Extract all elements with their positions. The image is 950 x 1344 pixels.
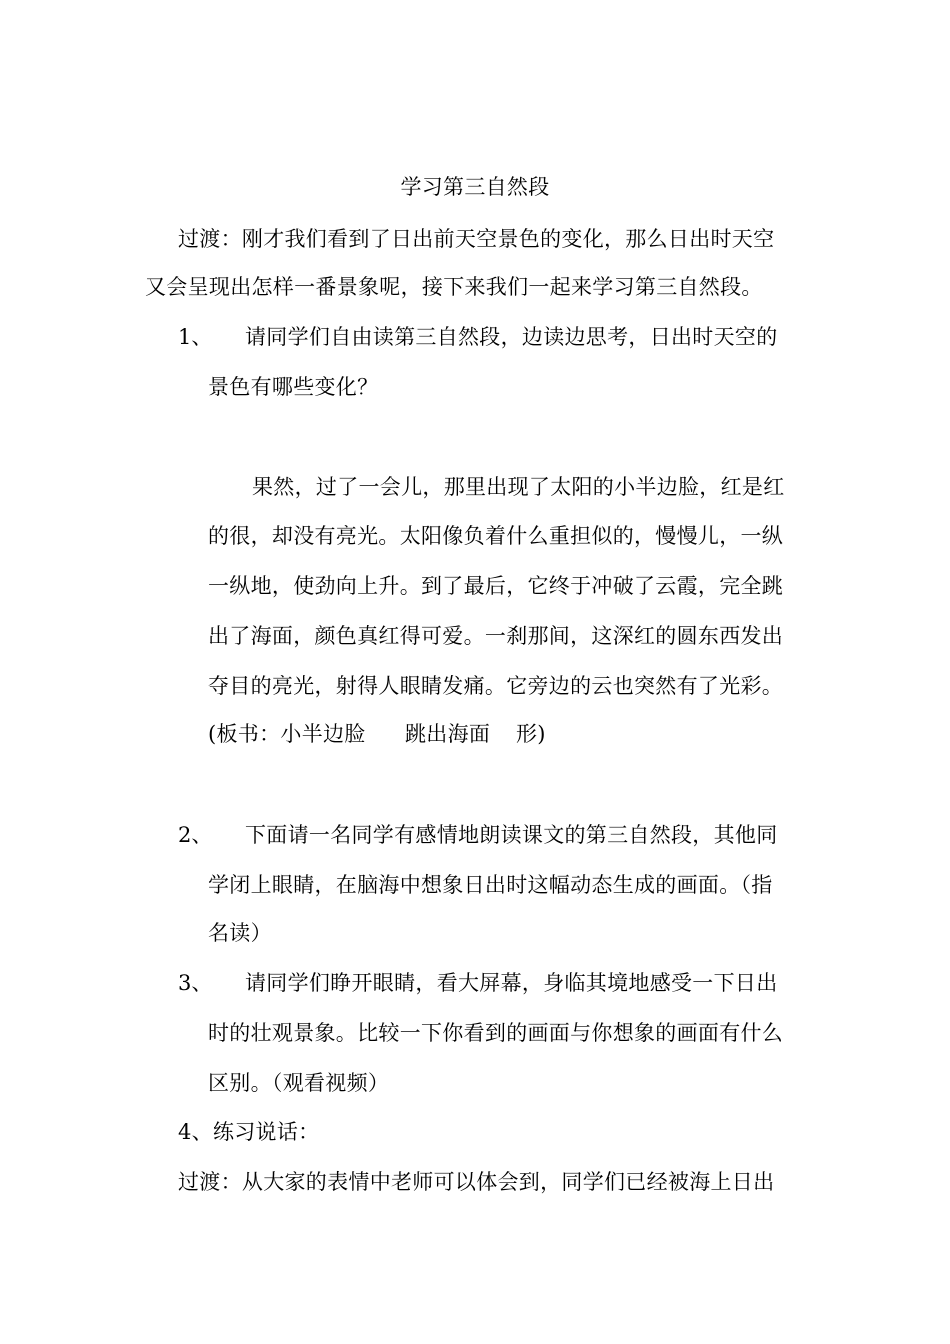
item-2-line-2: 学闭上眼睛，在脑海中想象日出时这幅动态生成的画面。（指 [208,873,773,897]
item-3-line-3: 区别。（观看视频） [208,1071,390,1095]
board-note-middle: 跳出海面 [405,722,491,746]
quote-line-2: 的很，却没有亮光。太阳像负着什么重担似的，慢慢儿，一纵 [208,524,784,548]
item-4-label: 4、练习说话： [178,1120,320,1144]
quote-line-5: 夺目的亮光，射得人眼睛发痛。它旁边的云也突然有了光彩。 [208,674,784,698]
section-title: 学习第三自然段 [400,175,550,199]
board-note-start: (板书：小半边脸 [208,722,366,746]
board-note-end: 形) [516,722,546,746]
quote-line-4: 出了海面，颜色真红得可爱。一刹那间，这深红的圆东西发出 [208,624,784,648]
item-3-line-2: 时的壮观景象。比较一下你看到的画面与你想象的画面有什么 [208,1021,784,1045]
transition-2-line-1: 过渡：从大家的表情中老师可以体会到，同学们已经被海上日出 [178,1170,775,1194]
item-2-line-3: 名读） [208,921,272,945]
item-3-number: 3、 [178,971,213,995]
item-2-number: 2、 [178,823,213,847]
item-2-line-1: 下面请一名同学有感情地朗读课文的第三自然段，其他同 [245,823,778,847]
item-1-number: 1、 [178,325,213,349]
quote-line-1: 果然，过了一会儿，那里出现了太阳的小半边脸，红是红 [252,475,785,499]
item-3-line-1: 请同学们睁开眼睛，看大屏幕，身临其境地感受一下日出 [245,971,778,995]
item-1-line-2: 景色有哪些变化？ [208,375,379,399]
quote-line-3: 一纵地，使劲向上升。到了最后，它终于冲破了云霞，完全跳 [208,574,784,598]
transition-line-2: 又会呈现出怎样一番景象呢，接下来我们一起来学习第三自然段。 [145,275,763,299]
transition-line-1: 过渡：刚才我们看到了日出前天空景色的变化，那么日出时天空 [178,227,775,251]
item-1-line-1: 请同学们自由读第三自然段，边读边思考，日出时天空的 [245,325,778,349]
